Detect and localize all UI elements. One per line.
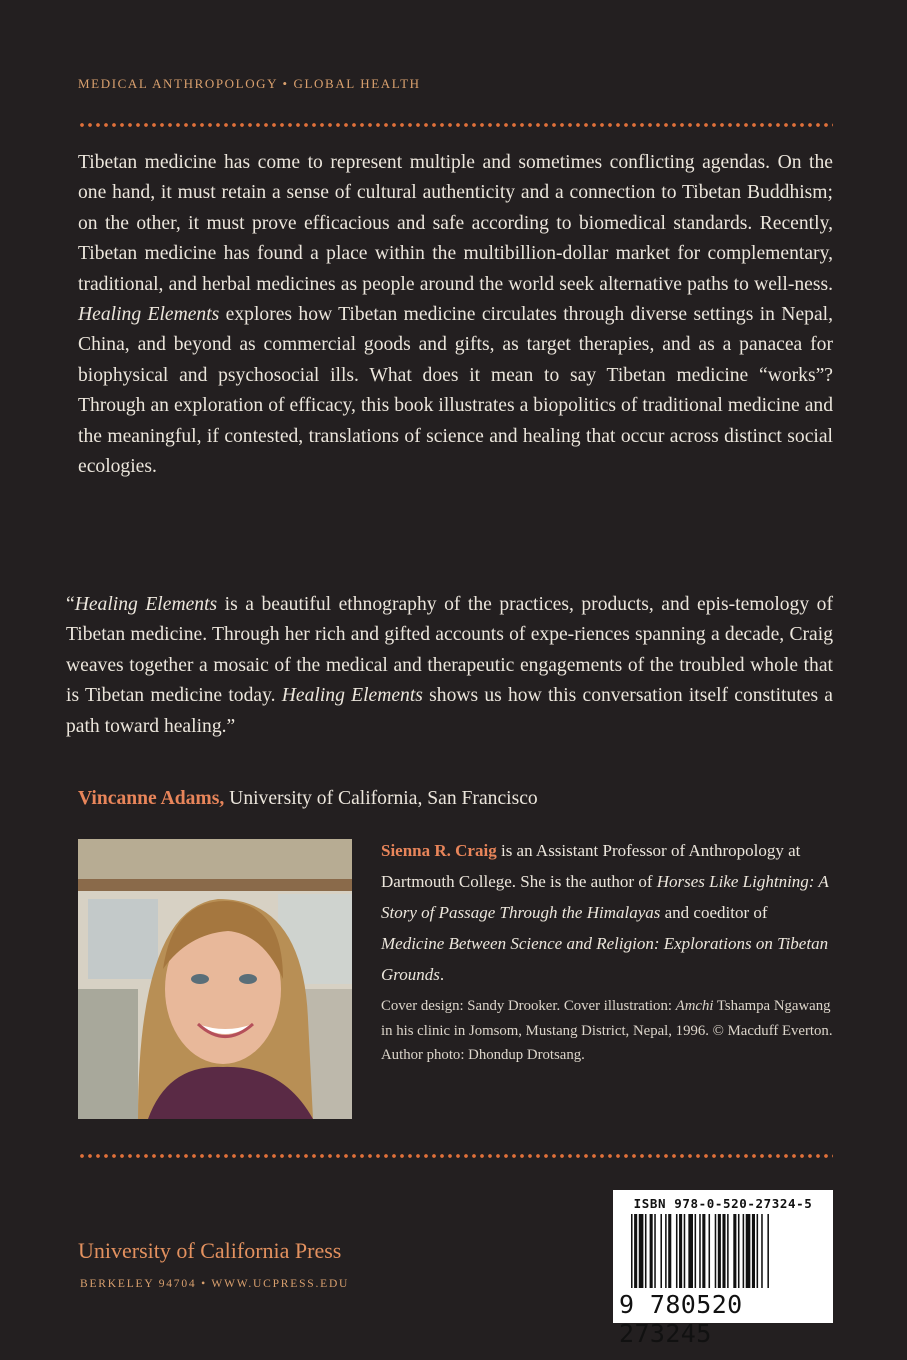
barcode-bar [761,1214,763,1288]
barcode-bar [679,1214,682,1288]
isbn-barcode [613,1190,833,1348]
isbn-label: ISBN 978-0-520-27324-5 [633,1196,813,1211]
barcode-bar [668,1214,671,1288]
bottom-dotted-divider [78,1153,833,1159]
barcode-bar [695,1214,697,1288]
book-description: Tibetan medicine has come to represent multiple and sometimes conflicting agendas. On the one hand, it must retain a sense of cultural authenticity and a connection to Tibetan Buddhism; on the other, it must prove efficacious and safe according to biomedical standards. Recently, Tibetan medicine has found a place within the multibillion-dollar market for complementary, traditional, and herbal medicines as people around the world seek alternative paths to well-ness. Healing Elements explores how Tibetan medicine circulates through diverse settings in Nepal, China, and beyond as commercial goods and gifts, as target therapies, and as a panacea for biophysical and psychosocial ills. What does it mean to say Tibetan medicine “works”? Through an exploration of efficacy, this book illustrates a biopolitics of traditional medicine and the meaningful, if contested, translations of science and healing that occur across distinct social ecologies. [78,152,833,478]
author-name: Sienna R. Craig [381,841,497,860]
barcode-bar [718,1214,721,1288]
barcode-bar [665,1214,667,1288]
barcode-bar [752,1214,755,1288]
barcode-bar [688,1214,693,1288]
barcode-bar [709,1214,711,1288]
barcode-bar [738,1214,740,1288]
barcode-bar [684,1214,686,1288]
publisher-address: BERKELEY 94704 • WWW.UCPRESS.EDU [80,1278,350,1290]
endorsement-attribution [78,784,833,814]
barcode-bar [639,1214,644,1288]
barcode-bar [631,1214,633,1288]
endorser-name: Vincanne Adams, [78,788,225,809]
barcode-bar [645,1214,647,1288]
barcode-bar [715,1214,717,1288]
top-dotted-divider [78,122,833,128]
barcode-bar [727,1214,729,1288]
barcode-bar [767,1214,769,1288]
barcode-bar [757,1214,759,1288]
barcode-bar [634,1214,637,1288]
barcode-bar [699,1214,701,1288]
barcode-bar [702,1214,705,1288]
book-title-italic: Healing Elements [78,304,220,326]
barcode-number: 9 780520 273245 [619,1290,743,1348]
barcode-bar [676,1214,678,1288]
barcode-bar [660,1214,662,1288]
barcode-bar [650,1214,653,1288]
endorser-affiliation: University of California, San Francisco [224,788,538,809]
author-photo [78,839,352,1119]
barcode-bar [743,1214,745,1288]
series-category: MEDICAL ANTHROPOLOGY • GLOBAL HEALTH [78,76,421,91]
barcode-bar [733,1214,736,1288]
barcode-bars [631,1214,821,1288]
cover-credits: Cover design: Sandy Drooker. Cover illustration: Amchi Tshampa Ngawang in his clinic in Jomsom, Mustang District, Nepal, 1996. © Macduff Everton. Author photo: Dhondup Drotsang. [381,998,833,1063]
publisher-name: University of California Press [78,1238,342,1263]
barcode-bar [746,1214,751,1288]
author-bio: Sienna R. Craig is an Assistant Professor of Anthropology at Dartmouth College. She is the author of Horses Like Lightning: A Story of Passage Through the Himalayas and coeditor of Medicine Between Science and Religion: Explorations on Tibetan Grounds. [381,841,829,984]
barcode-bar [654,1214,656,1288]
barcode-bar [722,1214,725,1288]
endorsement-quote: “Healing Elements is a beautiful ethnography of the practices, products, and epis-temology of Tibetan medicine. Through her rich and gifted accounts of expe-riences spanning a decade, Craig weaves together a mosaic of the medical and therapeutic engagements of the troubled whole that is Tibetan medicine today. Healing Elements shows us how this conversation itself constitutes a path toward healing.” [66,594,833,737]
